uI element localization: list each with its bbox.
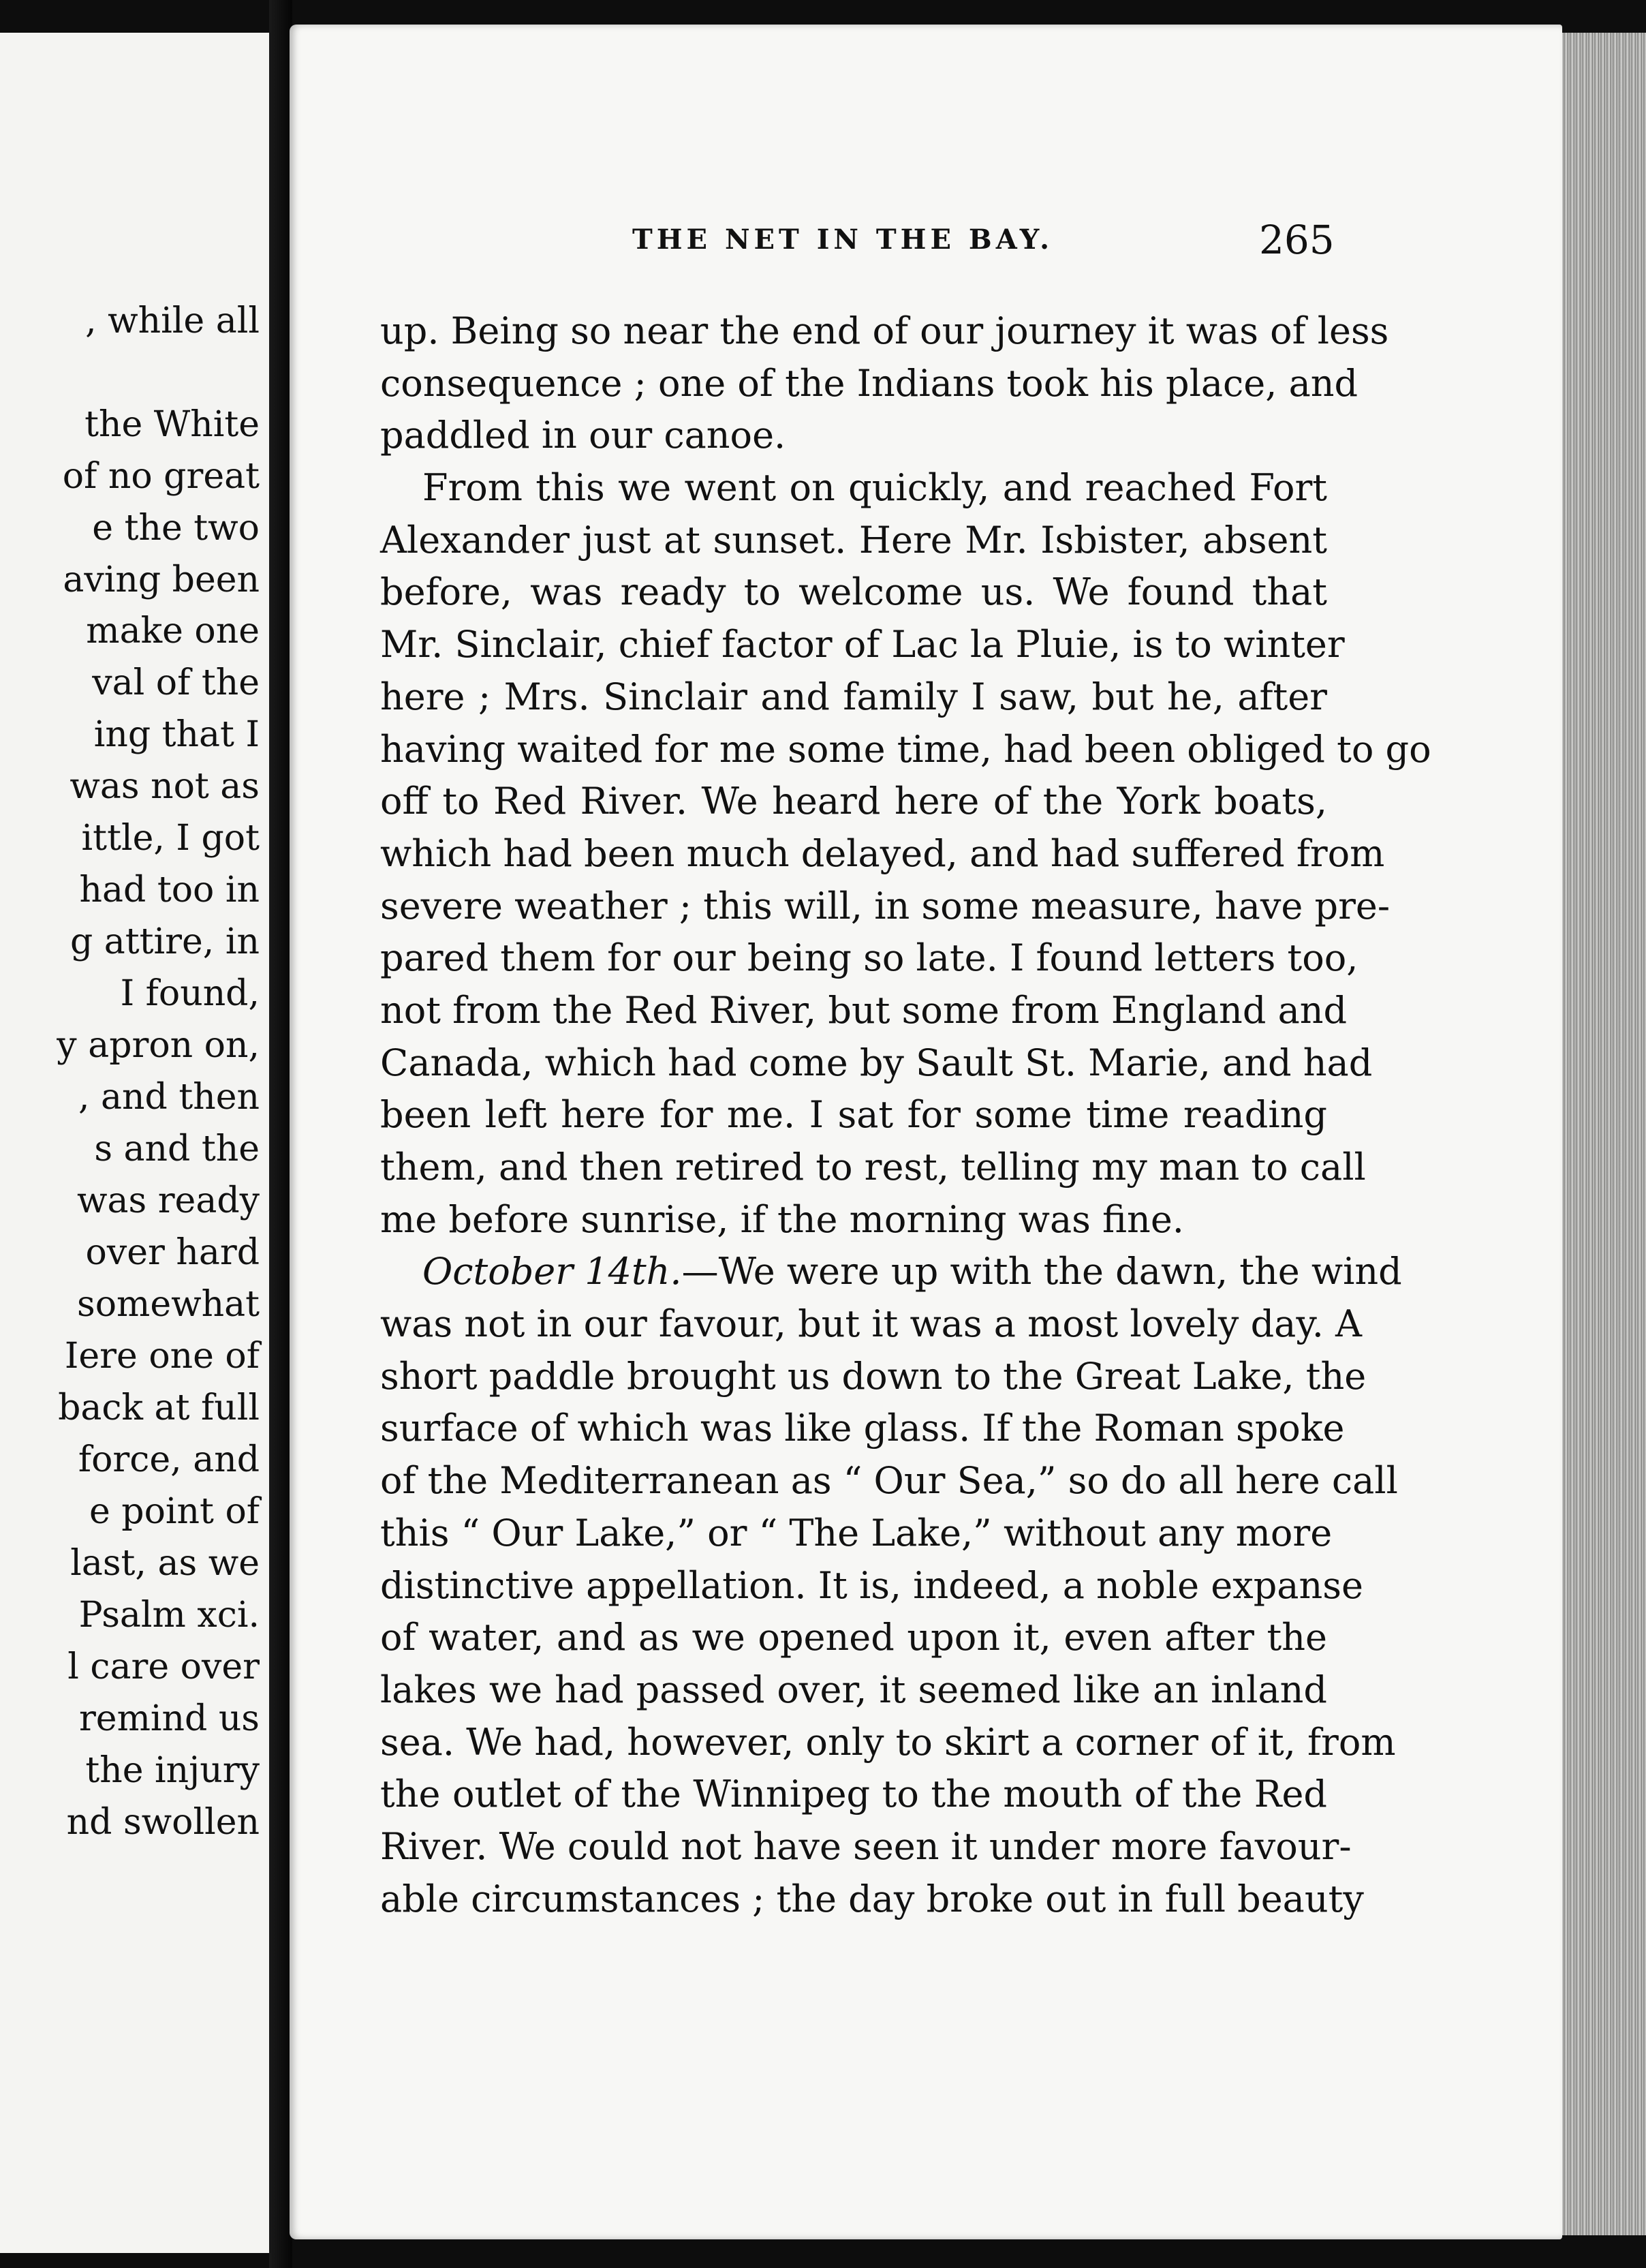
left-page-line: make one — [86, 611, 260, 652]
left-page-line: was ready — [76, 1180, 260, 1221]
text-line: off to Red River. We heard here of the York boats, — [380, 780, 1327, 823]
text-line: of water, and as we opened upon it, even after the — [380, 1616, 1327, 1659]
text-line: before, was ready to welcome us. We found that — [380, 570, 1327, 614]
left-page-line: nd swollen — [66, 1802, 260, 1843]
left-page-line: val of the — [92, 662, 260, 703]
running-head: THE NET IN THE BAY. — [632, 224, 1054, 256]
text-line: Alexander just at sunset. Here Mr. Isbister, absent — [380, 518, 1327, 562]
left-page-line: over hard — [85, 1232, 260, 1273]
text-line: me before sunrise, if the morning was fine. — [380, 1197, 1184, 1241]
left-page-line: Iere one of — [64, 1336, 260, 1377]
left-page-line: e point of — [89, 1491, 260, 1532]
text-line: them, and then retired to rest, telling my man to call — [380, 1146, 1366, 1189]
text-line: Mr. Sinclair, chief factor of Lac la Pluie, is to winter — [380, 623, 1345, 666]
left-page-line: of no great — [62, 456, 260, 497]
page-edges — [1562, 33, 1646, 2235]
left-page-line: remind us — [78, 1698, 260, 1739]
left-page-line: the White — [84, 404, 260, 445]
text-line: been left here for me. I sat for some time reading — [380, 1093, 1327, 1137]
left-page-line: somewhat — [77, 1284, 260, 1325]
left-page-line: I found, — [120, 973, 260, 1014]
left-page-line: e the two — [92, 508, 260, 549]
text-line: severe weather ; this will, in some measure, have pre- — [380, 884, 1391, 928]
text-line-dated — [380, 1246, 1402, 1298]
text-line: the outlet of the Winnipeg to the mouth of the Red — [380, 1773, 1327, 1816]
text-line: this “ Our Lake,” or “ The Lake,” without any more — [380, 1511, 1333, 1554]
date-heading: October 14th. — [422, 1250, 682, 1293]
text-line: lakes we had passed over, it seemed like an inland — [380, 1668, 1327, 1711]
left-page-line: ittle, I got — [81, 818, 260, 859]
text-line: consequence ; one of the Indians took his place, and — [380, 361, 1358, 405]
left-page-line: g attire, in — [69, 921, 260, 962]
left-page-line: Psalm xci. — [78, 1595, 260, 1636]
left-facing-page — [0, 33, 273, 2253]
text-line: here ; Mrs. Sinclair and family I saw, but he, after — [380, 675, 1327, 718]
text-line: paddled in our canoe. — [380, 414, 786, 457]
left-page-line: back at full — [58, 1388, 260, 1428]
left-page-line: s and the — [94, 1129, 260, 1169]
left-page-line: , while all — [85, 301, 260, 341]
left-page-line: ing that I — [93, 714, 260, 755]
text-line-rest: —We were up with the dawn, the wind — [681, 1250, 1402, 1293]
text-line: which had been much delayed, and had suffered from — [380, 831, 1385, 875]
left-page-line: , and then — [78, 1077, 260, 1118]
left-page-line: y apron on, — [57, 1025, 260, 1066]
text-line: sea. We had, however, only to skirt a corner of it, from — [380, 1720, 1396, 1764]
left-page-line: l care over — [67, 1646, 260, 1687]
text-line: distinctive appellation. It is, indeed, a noble expanse — [380, 1563, 1363, 1607]
text-line: pared them for our being so late. I found letters too, — [380, 936, 1358, 980]
left-page-line: aving been — [63, 560, 260, 600]
left-page-line: was not as — [69, 766, 260, 807]
text-line: short paddle brought us down to the Great Lake, the — [380, 1354, 1367, 1398]
text-line: up. Being so near the end of our journey it was of less — [380, 309, 1389, 352]
text-line: not from the Red River, but some from England and — [380, 988, 1348, 1032]
text-line: Canada, which had come by Sault St. Marie, and had — [380, 1041, 1373, 1084]
text-line: surface of which was like glass. If the Roman spoke — [380, 1407, 1345, 1450]
text-line: River. We could not have seen it under more favour- — [380, 1824, 1352, 1868]
text-line: was not in our favour, but it was a most lovely day. A — [380, 1302, 1363, 1346]
left-page-line: last, as we — [70, 1543, 260, 1584]
body-text — [380, 305, 1431, 1925]
text-line: From this we went on quickly, and reached Fort — [422, 466, 1327, 510]
text-line: having waited for me some time, had been obliged to go — [380, 727, 1431, 771]
left-page-line: the injury — [85, 1750, 260, 1791]
left-page-line: had too in — [79, 870, 260, 910]
text-line: of the Mediterranean as “ Our Sea,” so do all here call — [380, 1459, 1398, 1503]
page-number: 265 — [1259, 217, 1335, 263]
left-page-line: force, and — [78, 1439, 260, 1480]
book-gutter — [269, 0, 292, 2268]
text-line: able circumstances ; the day broke out in full beauty — [380, 1877, 1364, 1920]
